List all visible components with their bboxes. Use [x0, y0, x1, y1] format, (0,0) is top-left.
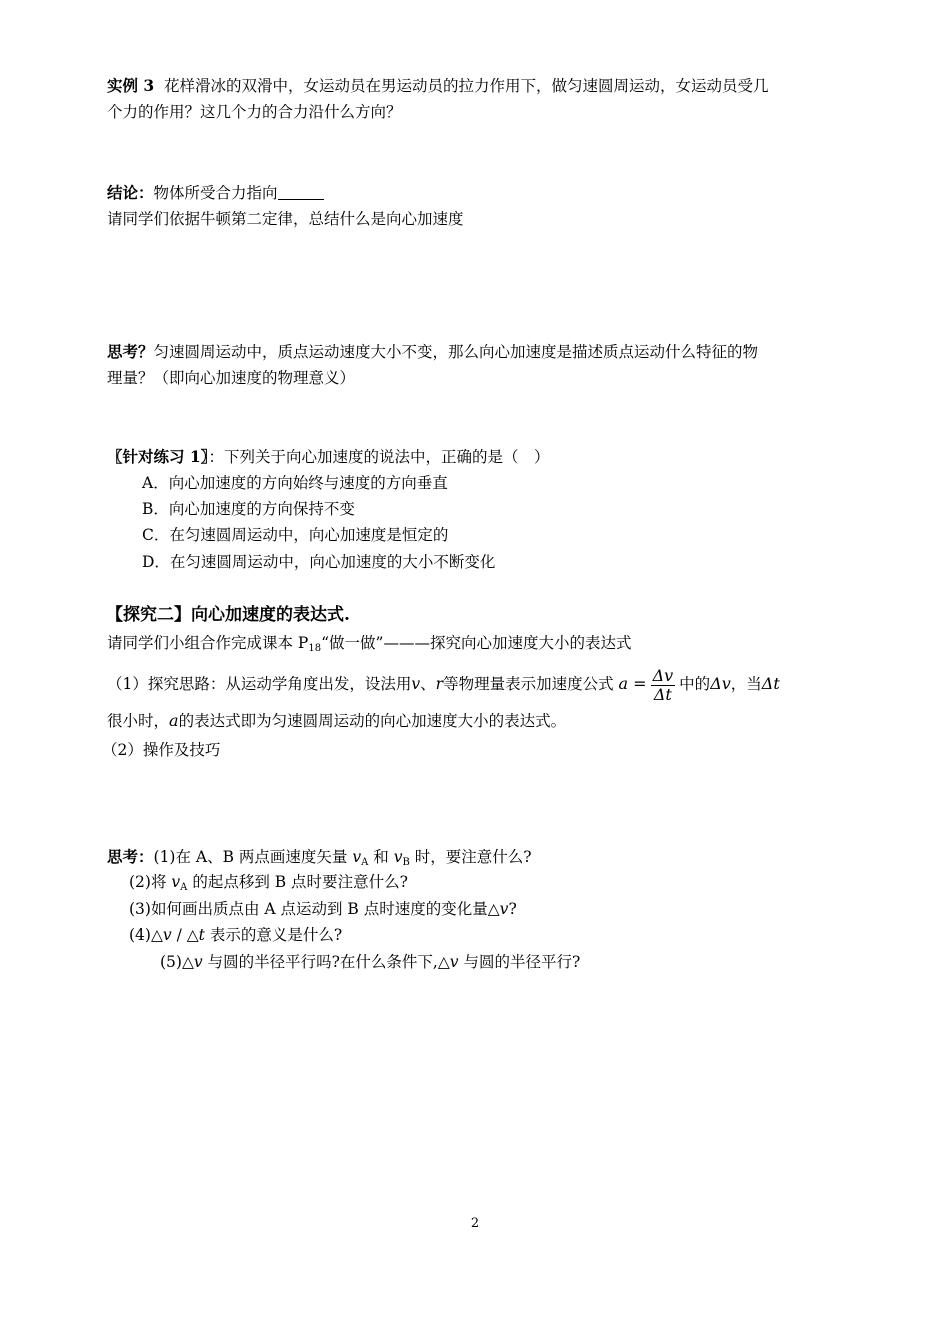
explore2-step2: （2）操作及技巧 — [102, 741, 221, 759]
step1-v: v — [411, 675, 421, 693]
q1-v: v — [352, 848, 362, 866]
practice1-option-b: B．向心加速度的方向保持不变 — [142, 500, 355, 518]
q2-sub: A — [180, 882, 188, 893]
q1-v2: v — [393, 848, 403, 866]
step1-line2-pre: 很小时， — [107, 712, 170, 730]
conclusion-blank — [278, 183, 324, 200]
delta-t: Δt — [761, 674, 780, 693]
explore2-intro-pre: 请同学们小组合作完成课本 P — [107, 634, 309, 652]
think2-q4 — [129, 922, 874, 949]
step1-mid3: ，当 — [730, 675, 762, 693]
q1-sub2: B — [402, 857, 410, 868]
practice1-question — [107, 443, 852, 471]
q3-v: v — [499, 900, 509, 918]
q2-post: 的起点移到 B 点时要注意什么? — [187, 873, 408, 891]
page-number: 2 — [470, 1216, 480, 1231]
conclusion-label: 结论： — [107, 183, 154, 202]
think1-text-1: 匀速圆周运动中，质点运动速度大小不变，那么向心加速度是描述质点运动什么特征的物 — [153, 343, 759, 361]
explore2-step1-line1 — [107, 661, 852, 707]
think2-q5 — [160, 949, 905, 976]
conclusion-text: 物体所受合力指向 — [153, 184, 278, 202]
q3-pre: (3)如何画出质点由 A 点运动到 B 点时速度的变化量△ — [129, 900, 500, 918]
practice1-option-a: A．向心加速度的方向始终与速度的方向垂直 — [142, 474, 448, 492]
step1-pre: （1）探究思路：从运动学角度出发，设法用 — [107, 675, 412, 693]
think1-line2: 理量？（即向心加速度的物理意义） — [107, 369, 356, 387]
think2-q1 — [107, 843, 852, 871]
step1-mid2: 中的 — [679, 675, 711, 693]
example3-text-1: 花样滑冰的双滑中，女运动员在男运动员的拉力作用下，做匀速圆周运动，女运动员受几 — [164, 77, 769, 95]
step1-mid: 等物理量表示加速度公式 — [443, 675, 614, 693]
explore2-intro — [107, 630, 852, 657]
practice1-option-d: D．在匀速圆周运动中，向心加速度的大小不断变化 — [142, 553, 496, 571]
q4-pre: (4)△ — [129, 926, 163, 944]
q4-v: v — [162, 926, 172, 944]
delta-v: Δv — [710, 674, 731, 693]
think2-label: 思考： — [107, 847, 154, 866]
q5-v: v — [193, 953, 203, 971]
explore2-step1-line2 — [107, 707, 852, 735]
practice1-question-text: ：下列关于向心加速度的说法中，正确的是（ ） — [208, 448, 550, 466]
formula-eq: = — [628, 674, 647, 693]
formula-a: a — [618, 674, 629, 693]
step1-r: r — [435, 675, 444, 693]
q1-mid: 和 — [368, 848, 394, 866]
step1-sep: 、 — [420, 675, 436, 693]
think2-q2 — [129, 869, 874, 896]
q2-v: v — [171, 873, 181, 891]
think2-q3 — [129, 896, 874, 923]
think1-line1 — [107, 338, 852, 366]
explore2-intro-post: “做一做”———探究向心加速度大小的表达式 — [321, 634, 632, 652]
explore2-heading: 【探究二】向心加速度的表达式. — [106, 605, 350, 625]
q4-post: 表示的意义是什么? — [204, 926, 343, 944]
q5-post: 与圆的半径平行? — [458, 953, 581, 971]
q5-pre: (5)△ — [160, 953, 194, 971]
conclusion-prompt: 请同学们依据牛顿第二定律，总结什么是向心加速度 — [107, 210, 464, 228]
q4-t: t — [198, 926, 205, 944]
explore2-intro-sub: 18 — [308, 643, 322, 654]
step1-line2-post: 的表达式即为匀速圆周运动的向心加速度大小的表达式。 — [178, 712, 567, 730]
practice1-label: 〖针对练习 1〗 — [107, 447, 209, 466]
formula-numerator: Δv — [652, 665, 674, 685]
example3-line2: 个力的作用？这几个力的合力沿什么方向？ — [107, 103, 402, 121]
q1-post: 时，要注意什么? — [409, 848, 532, 866]
q1-pre: (1)在 A、B 两点画速度矢量 — [153, 848, 353, 866]
q5-mid: 与圆的半径平行吗?在什么条件下,△ — [202, 953, 450, 971]
formula-fraction — [651, 667, 676, 704]
practice1-option-c: C．在匀速圆周运动中，向心加速度是恒定的 — [142, 526, 449, 544]
step1-line2-a: a — [169, 711, 179, 730]
example3-label: 实例 3 — [107, 76, 155, 95]
q1-sub: A — [361, 857, 369, 868]
q3-post: ? — [508, 900, 517, 918]
q4-mid: / △ — [171, 926, 199, 944]
example3-line1 — [107, 72, 852, 100]
conclusion-line — [107, 179, 852, 207]
formula-denominator: Δt — [653, 684, 672, 704]
q2-pre: (2)将 — [129, 873, 172, 891]
q5-v2: v — [449, 953, 459, 971]
think1-label: 思考？ — [107, 342, 154, 361]
